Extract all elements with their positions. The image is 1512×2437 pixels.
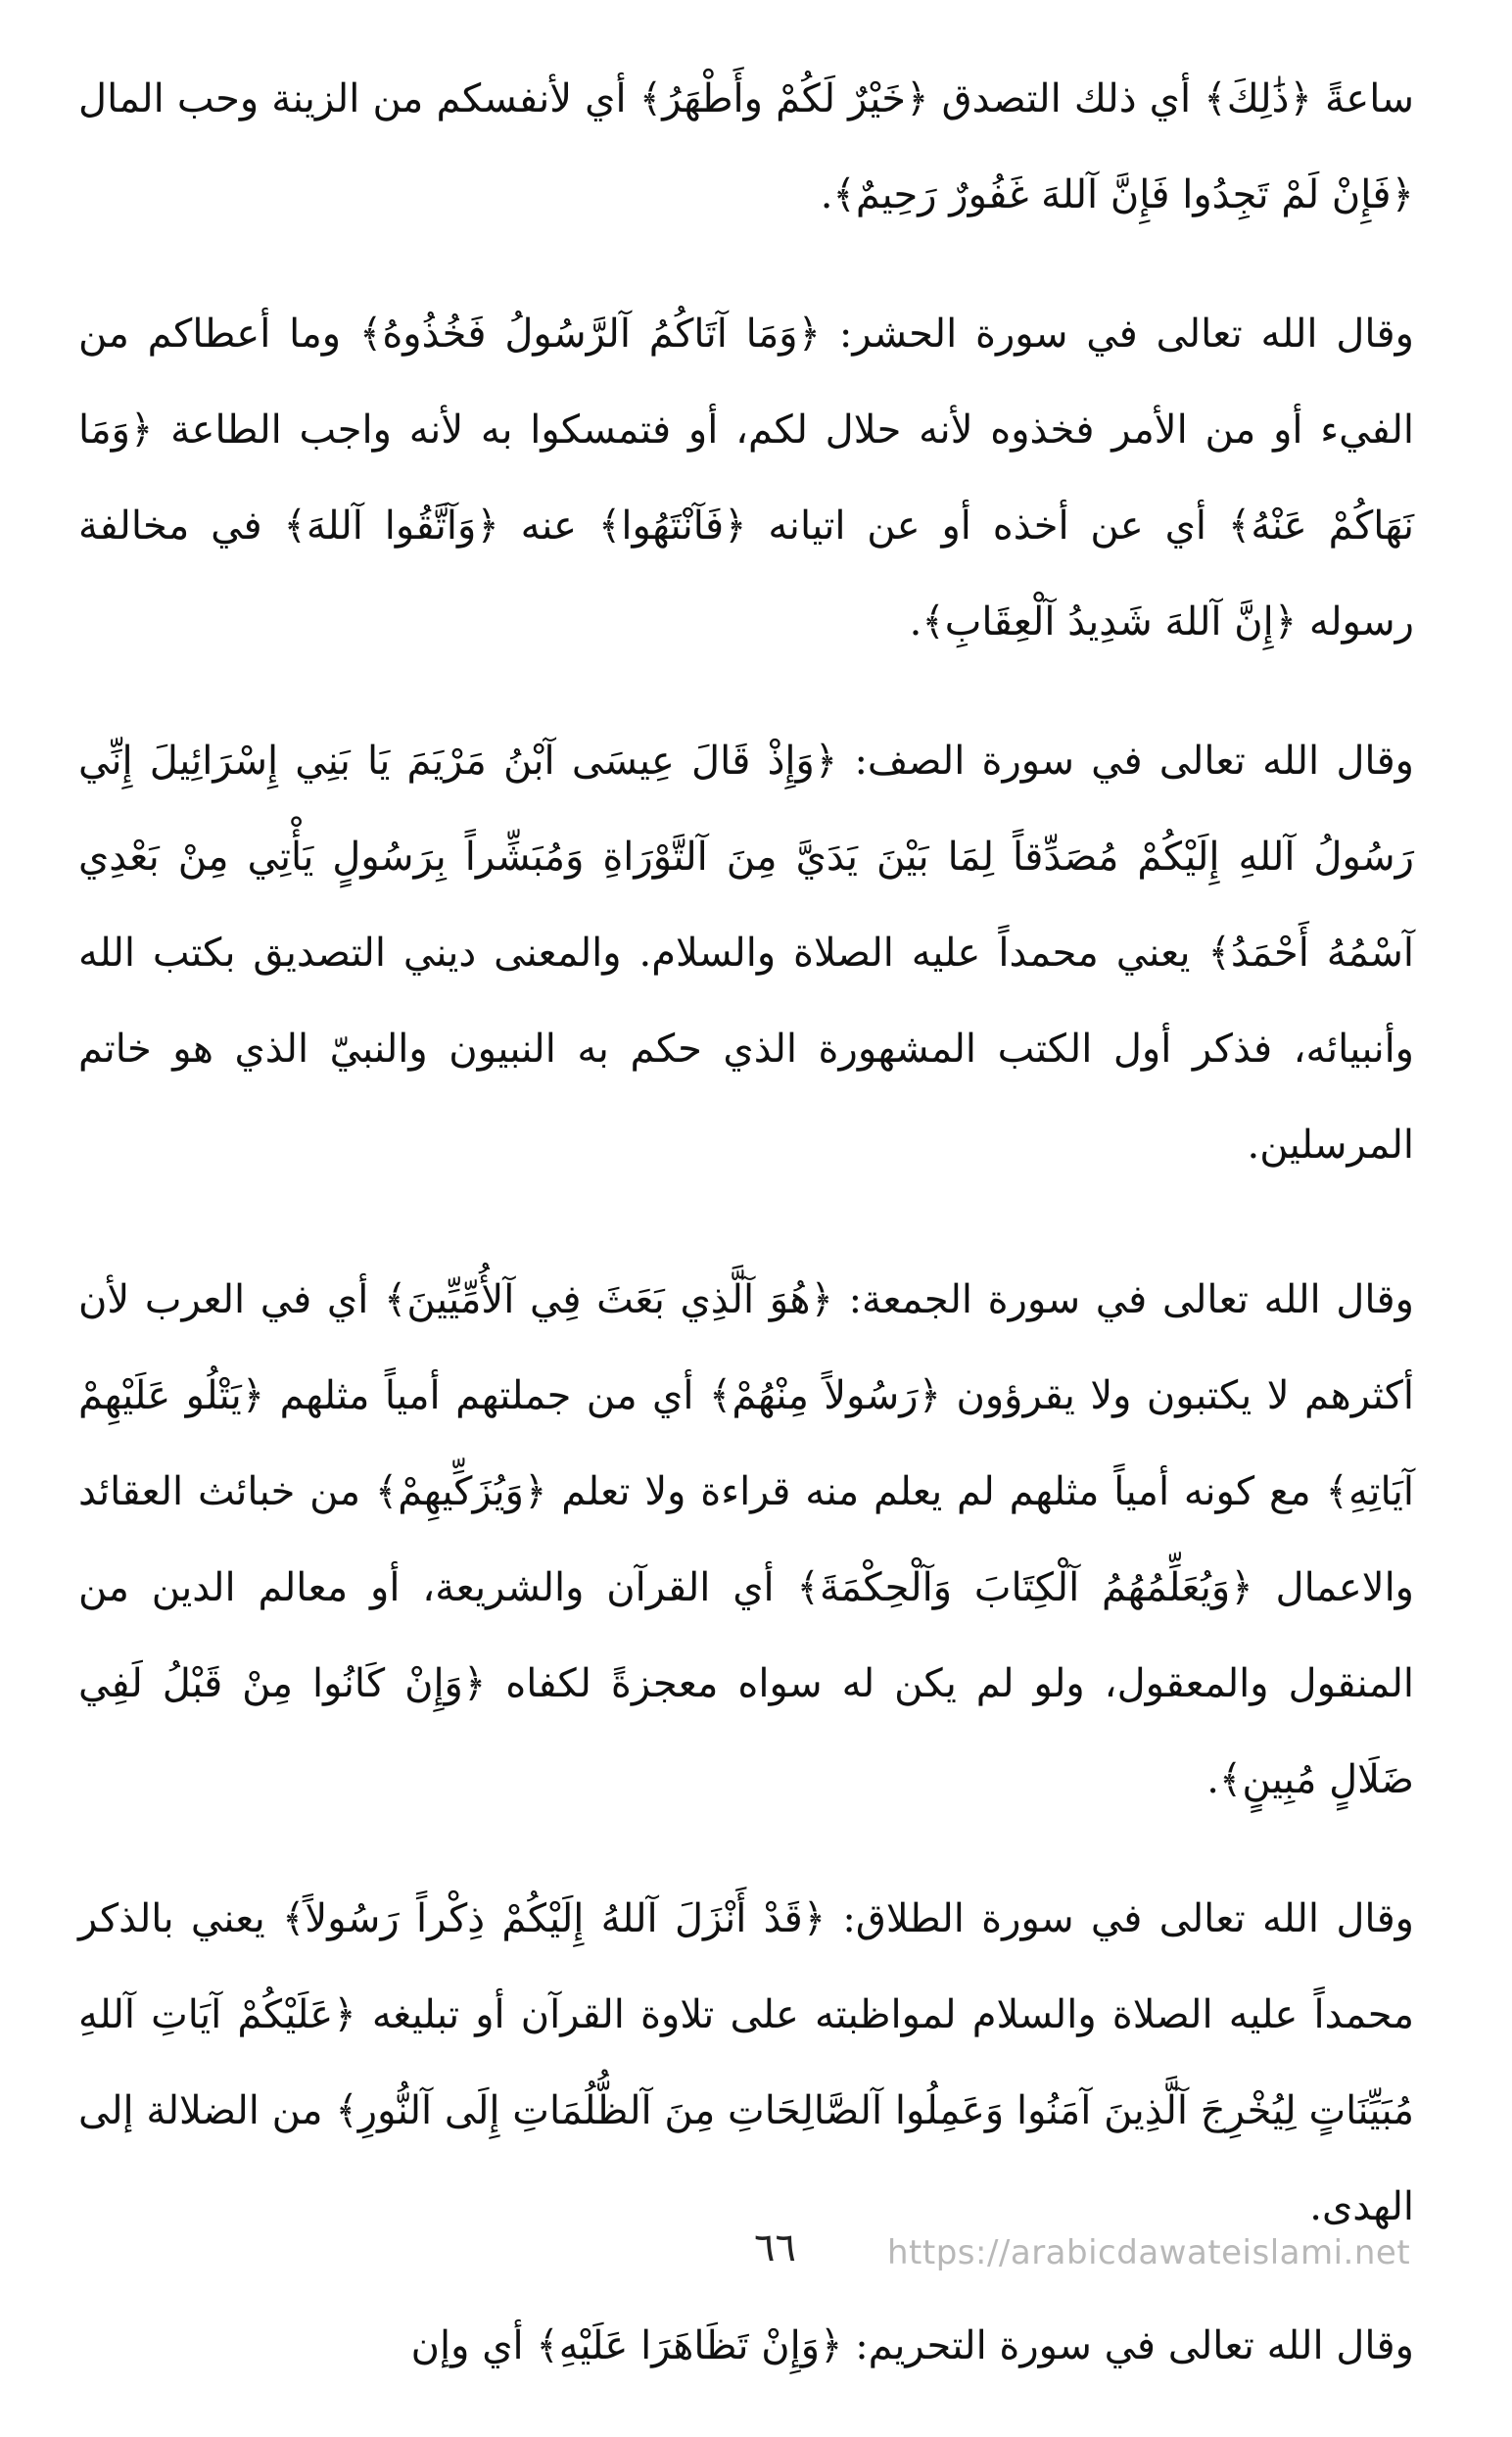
paragraph-3: وقال الله تعالى في سورة الصف: ﴿وَإِذْ قَالَ عِيسَى آبْنُ مَرْيَمَ يَا بَنِي إِسْرَائِيلَ إِنِّي رَسُولُ آللهِ إِلَيْكُمْ مُصَدِّقاً لِمَا بَيْنَ يَدَيَّ مِنَ آلتَّوْرَاةِ وَمُبَشِّراً بِرَسُولٍ يَأْتِي مِنْ بَعْدِي آسْمُهُ أَحْمَدُ﴾ يعني محمداً عليه الصلاة والسلام. والمعنى ديني التصديق بكتب الله وأنبيائه، فذكر أول الكتب المشهورة الذي حكم به النبيون والنبيّ الذي هو خاتم المرسلين.	[78, 739, 1414, 1168]
paragraph-6: وقال الله تعالى في سورة التحريم: ﴿وَإِنْ تَظَاهَرَا عَلَيْهِ﴾ أي وإن	[410, 2323, 1414, 2368]
paragraph-1: ساعةً ﴿ذَٰلِكَ﴾ أي ذلك التصدق ﴿خَيْرٌ لَكُمْ وأَطْهَرُ﴾ أي لأنفسكم من الزينة وحب المال ﴿فَإِنْ لَمْ تَجِدُوا فَإِنَّ آللهَ غَفُورٌ رَحِيمٌ﴾.	[78, 76, 1414, 217]
paragraph-5: وقال الله تعالى في سورة الطلاق: ﴿قَدْ أَنْزَلَ آللهُ إِلَيْكُمْ ذِكْراً رَسُولاً﴾ يعني بالذكر محمداً عليه الصلاة والسلام لمواظبته على تلاوة القرآن أو تبليغه ﴿عَلَيْكُمْ آيَاتِ آللهِ مُبَيِّنَاتٍ لِيُخْرِجَ آلَّذِينَ آمَنُوا وَعَمِلُوا آلصَّالِحَاتِ مِنَ آلظُّلُمَاتِ إِلَى آلنُّورِ﴾ من الضلالة إلى الهدى.	[78, 1896, 1415, 2229]
paragraph-2: وقال الله تعالى في سورة الحشر: ﴿وَمَا آتَاكُمُ آلرَّسُولُ فَخُذُوهُ﴾ وما أعطاكم من الفيء أو من الأمر فخذوه لأنه حلال لكم، أو فتمسكوا به لأنه واجب الطاعة ﴿وَمَا نَهَاكُمْ عَنْهُ﴾ أي عن أخذه أو عن اتيانه ﴿فَآنْتَهُوا﴾ عنه ﴿وَآتَّقُوا آللهَ﴾ في مخالفة رسوله ﴿إِنَّ آللهَ شَدِيدُ آلْعِقَابِ﴾.	[78, 311, 1414, 645]
paragraph-4: وقال الله تعالى في سورة الجمعة: ﴿هُوَ آلَّذِي بَعَثَ فِي آلأُمِّيِّينَ﴾ أي في العرب لأن أكثرهم لا يكتبون ولا يقرؤون ﴿رَسُولاً مِنْهُمْ﴾ أي من جملتهم أمياً مثلهم ﴿يَتْلُو عَلَيْهِمْ آيَاتِهِ﴾ مع كونه أمياً مثلهم لم يعلم منه قراءة ولا تعلم ﴿وَيُزَكِّيهِمْ﴾ من خبائث العقائد والاعمال ﴿وَيُعَلِّمُهُمُ آلْكِتَابَ وَآلْحِكْمَةَ﴾ أي القرآن والشريعة، أو معالم الدين من المنقول والمعقول، ولو لم يكن له سواه معجزةً لكفاه ﴿وَإِنْ كَانُوا مِنْ قَبْلُ لَفِي ضَلَالٍ مُبِينٍ﴾.	[78, 1277, 1415, 1802]
watermark-url: https://arabicdawateislami.net	[887, 2233, 1411, 2272]
page-footer	[0, 2225, 1512, 2284]
page-number: ٦٦	[754, 2225, 796, 2270]
page-body	[78, 51, 1414, 2437]
